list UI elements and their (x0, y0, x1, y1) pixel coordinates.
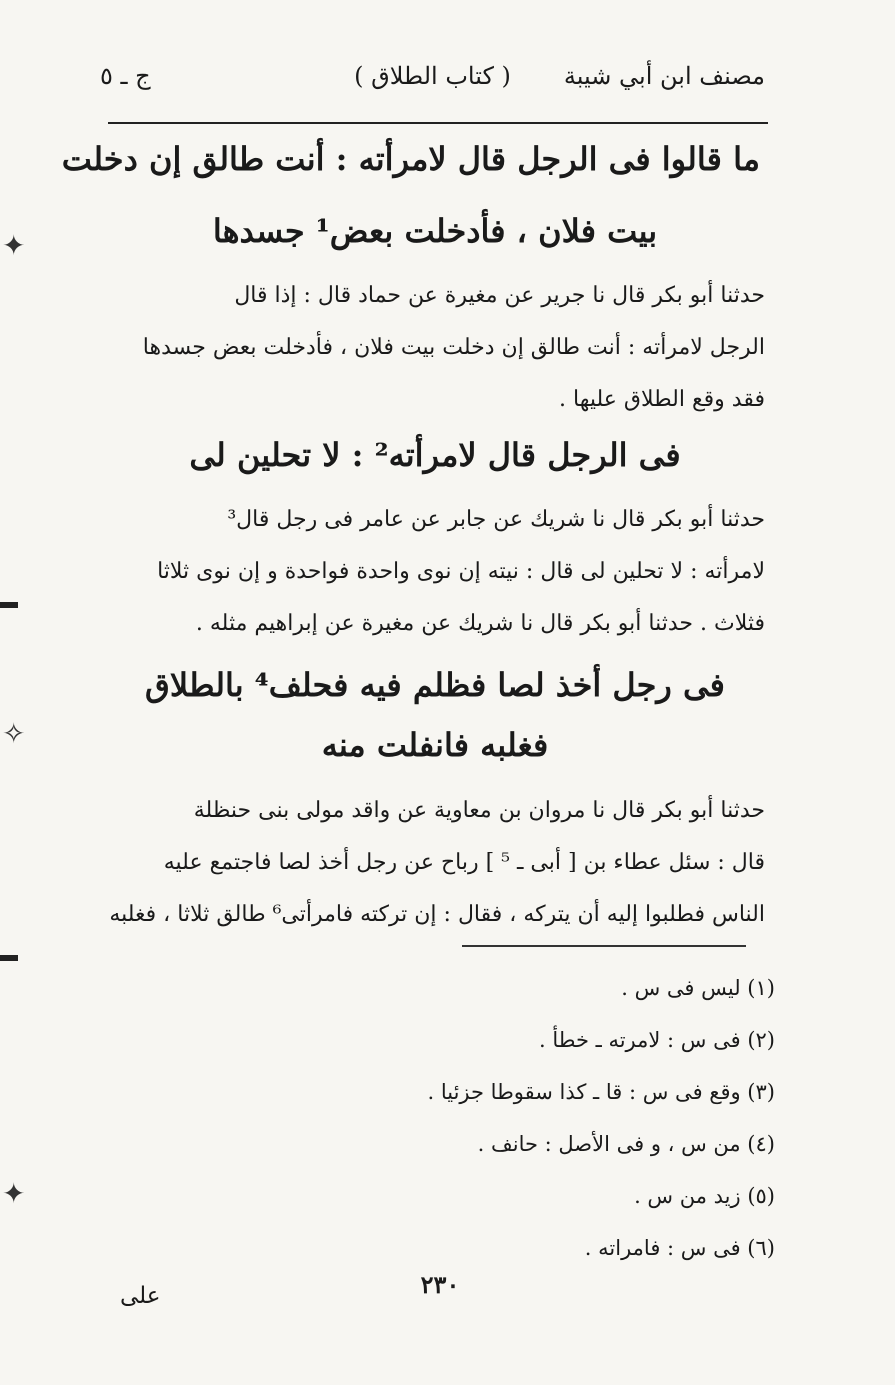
chapter-heading-1-line-2: بيت فلان ، فأدخلت بعض¹ جسدها (212, 212, 658, 250)
footnotes (115, 962, 775, 1274)
running-header (100, 62, 765, 102)
footnote-5: (٥) زيد من س . (634, 1184, 775, 1208)
catchword: على (120, 1283, 161, 1309)
book-title: مصنف ابن أبي شيبة (563, 62, 765, 90)
chapter-heading-3-line-2: فغلبه فانفلت منه (321, 726, 549, 764)
page-number: ٢٣٠ (420, 1270, 460, 1299)
text-line: حدثنا أبو بكر قال نا جرير عن مغيرة عن حماد قال : إذا قال (234, 283, 765, 308)
footnote-1: (١) ليس فى س . (621, 976, 775, 1000)
hadith-text-3 (100, 785, 765, 941)
volume-number: ج ـ ٥ (100, 62, 151, 90)
text-line: الناس فطلبوا إليه أن يتركه ، فقال : إن تركته فامرأتى⁶ طالق ثلاثا ، فغلبه (109, 902, 765, 927)
scan-edge-mark (0, 955, 18, 961)
footnote-4: (٤) من س ، و فى الأصل : حانف . (477, 1132, 775, 1156)
text-line: فثلاث . حدثنا أبو بكر قال نا شريك عن مغيرة عن إبراهيم مثله . (195, 611, 765, 636)
text-line: حدثنا أبو بكر قال نا شريك عن جابر عن عامر فى رجل قال³ (227, 507, 765, 532)
chapter-heading-3-line-1: فى رجل أخذ لصا فظلم فيه فحلف⁴ بالطلاق (145, 666, 725, 704)
footnote-rule (462, 945, 746, 947)
text-line: فقد وقع الطلاق عليها . (559, 387, 765, 412)
text-line: لامرأته : لا تحلين لى قال : نيته إن نوى واحدة فواحدة و إن نوى ثلاثا (157, 559, 765, 584)
footnote-3: (٣) وقع فى س : قا ـ كذا سقوطا جزئيا . (427, 1080, 775, 1104)
section-title: ( كتاب الطلاق ) (354, 62, 511, 90)
scan-mark-icon: ✦ (2, 1177, 26, 1210)
text-line: قال : سئل عطاء بن [ أبى ـ ⁵ ] رباح عن رجل أخذ لصا فاجتمع عليه (163, 850, 765, 875)
hadith-text-1 (100, 270, 765, 426)
footnote-2: (٢) فى س : لامرته ـ خطأ . (538, 1028, 775, 1052)
scan-mark-icon: ✦ (2, 229, 26, 262)
chapter-heading-1-line-1: ما قالوا فى الرجل قال لامرأته : أنت طالق إن دخلت (61, 140, 760, 178)
hadith-text-2 (100, 494, 765, 650)
scan-mark-icon: ✧ (2, 717, 26, 750)
footnote-6: (٦) فى س : فامراته . (584, 1236, 775, 1260)
scan-edge-mark (0, 602, 18, 608)
text-line: الرجل لامرأته : أنت طالق إن دخلت بيت فلان ، فأدخلت بعض جسدها (142, 335, 765, 360)
header-rule (108, 122, 768, 124)
text-line: حدثنا أبو بكر قال نا مروان بن معاوية عن واقد مولى بنى حنظلة (193, 798, 765, 823)
chapter-heading-2: فى الرجل قال لامرأته² : لا تحلين لى (189, 436, 681, 474)
